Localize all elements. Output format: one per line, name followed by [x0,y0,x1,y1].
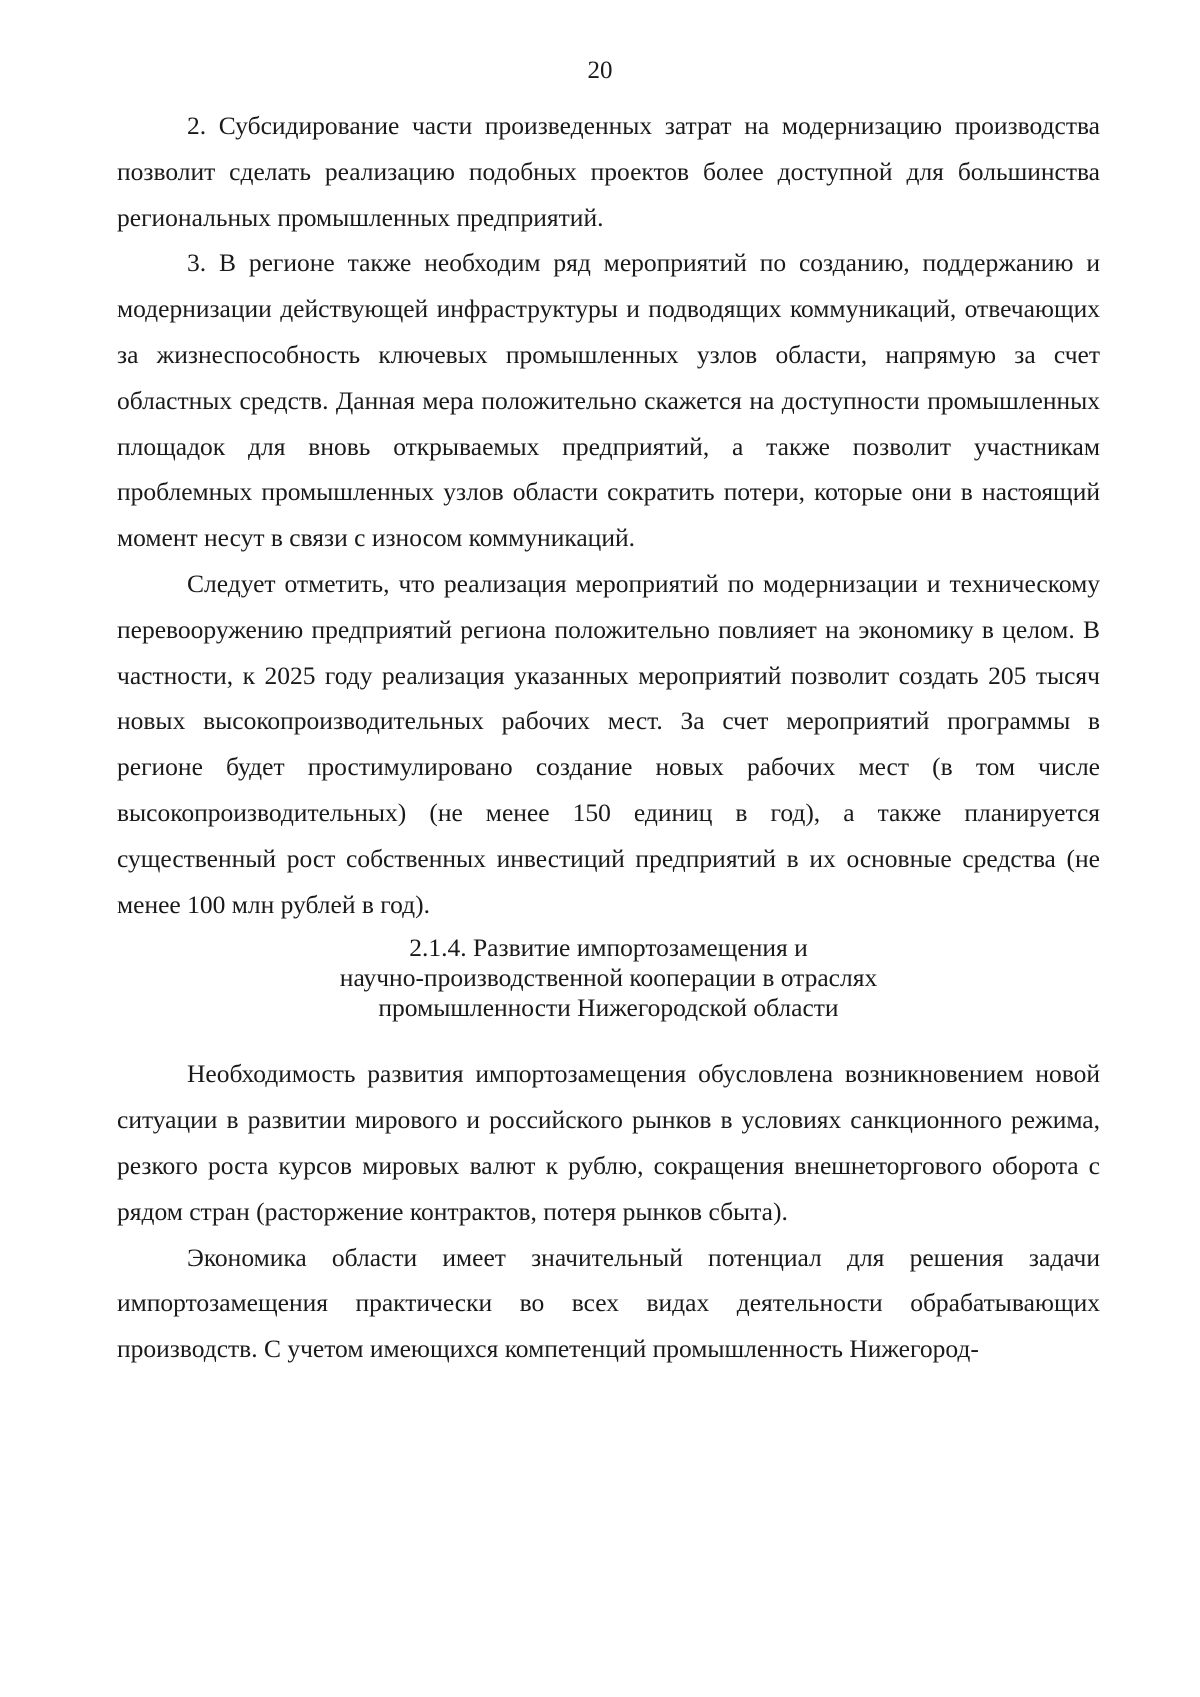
paragraph: Экономика области имеет значительный потенциал для решения задачи импортозамещения практически во всех видах деятельности обрабатывающих производств. С учетом имеющихся компетенций промышленность Нижегород- [117,1242,1100,1364]
page-number: 20 [587,57,613,84]
paragraph: 2. Субсидирование части произведенных затрат на модернизацию производства позволит сделать реализацию подобных проектов более доступной для большинства региональных промышленных предприятий. [117,111,1100,232]
section-heading [117,933,1100,1023]
document-body [117,103,1100,1372]
section-heading-line: промышленности Нижегородской области [378,993,839,1023]
paragraph: Следует отметить, что реализация мероприятий по модернизации и техническому перевооружению предприятий региона положительно повлияет на экономику в целом. В частности, к 2025 году реализация указанных мероприятий позволит создать 205 тысяч новых высокопроизводительных рабочих мест. За счет мероприятий программы в регионе будет простимулировано создание новых рабочих мест (в том числе высокопроизводительных) (не менее 150 единиц в год), а также планируется существенный рост собственных инвестиций предприятий в их основные средства (не менее 100 млн рублей в год). [117,568,1100,919]
section-heading-line: научно-производственной кооперации в отраслях [339,963,878,993]
section-heading-line: 2.1.4. Развитие импортозамещения и [409,933,808,963]
paragraph: Необходимость развития импортозамещения обусловлена возникновением новой ситуации в развитии мирового и российского рынков в условиях санкционного режима, резкого роста курсов мировых валют к рублю, сокращения внешнеторгового оборота с рядом стран (расторжение контрактов, потеря рынков сбыта). [117,1059,1100,1226]
paragraph: 3. В регионе также необходим ряд мероприятий по созданию, поддержанию и модернизации действующей инфраструктуры и подводящих коммуникаций, отвечающих за жизнеспособность ключевых промышленных узлов области, напрямую за счет областных средств. Данная мера положительно скажется на доступности промышленных площадок для вновь открываемых предприятий, а также позволит участникам проблемных промышленных узлов области сократить потери, которые они в настоящий момент несут в связи с износом коммуникаций. [117,248,1100,553]
